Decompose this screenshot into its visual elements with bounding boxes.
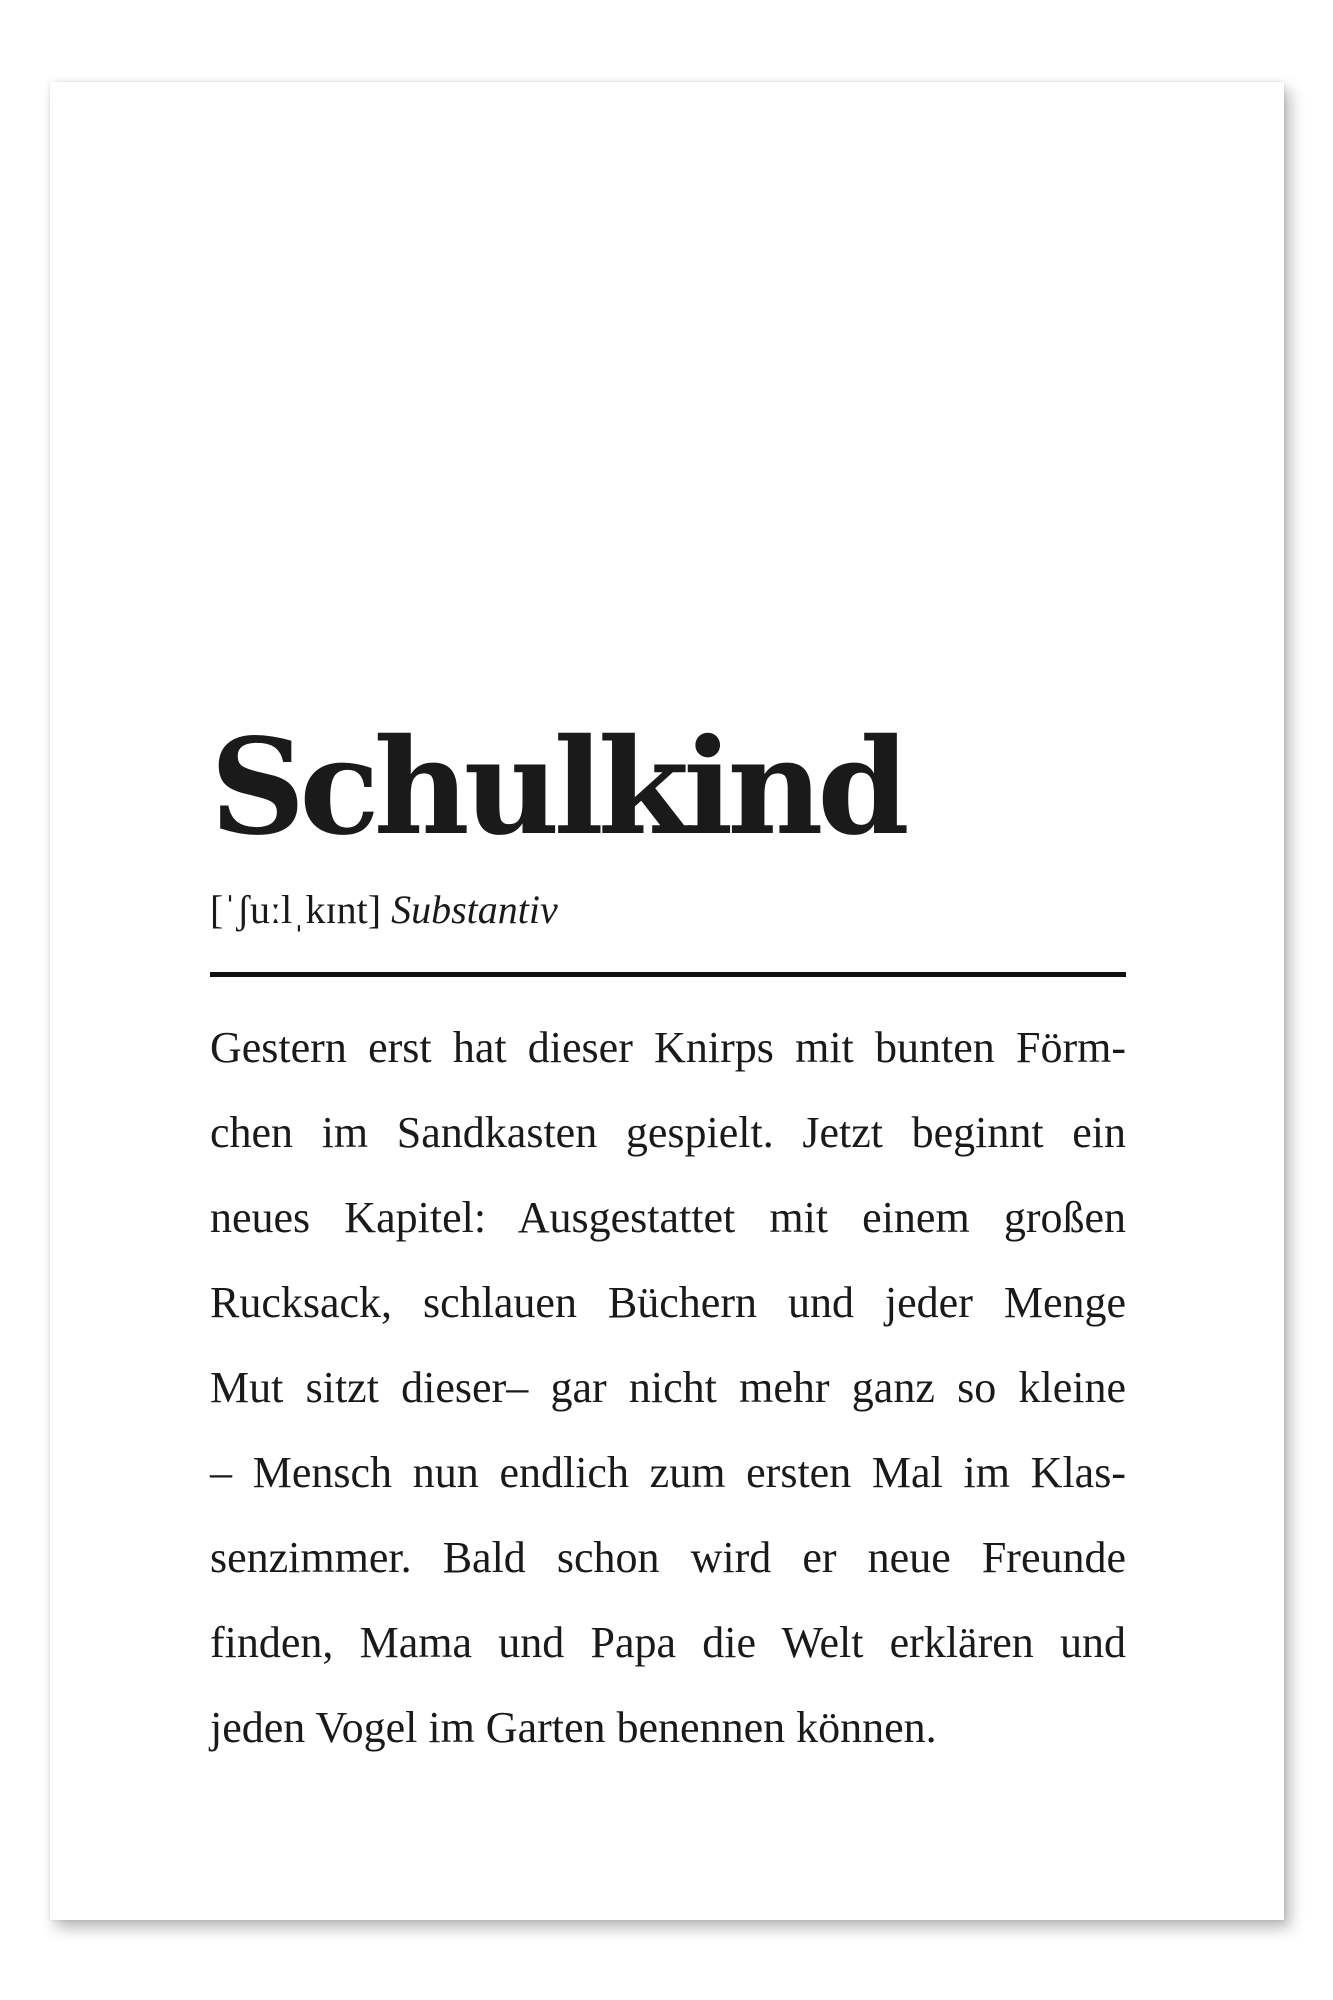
definition-line: Rucksack, schlauen Büchern und jeder Menge xyxy=(210,1278,1126,1327)
poster-sheet xyxy=(50,82,1284,1920)
definition-line: Gestern erst hat dieser Knirps mit bunten Förm- xyxy=(210,1023,1126,1072)
definition-line: chen im Sandkasten gespielt. Jetzt beginnt ein xyxy=(210,1108,1126,1157)
part-of-speech: Substantiv xyxy=(391,887,558,932)
headword: Schulkind xyxy=(210,710,904,865)
definition-line: senzimmer. Bald schon wird er neue Freunde xyxy=(210,1533,1126,1582)
definition-line: finden, Mama und Papa die Welt erklären und xyxy=(210,1618,1126,1667)
definition-line: neues Kapitel: Ausgestattet mit einem großen xyxy=(210,1193,1126,1242)
divider-rule xyxy=(210,972,1126,977)
definition-line: Mut sitzt dieser– gar nicht mehr ganz so kleine xyxy=(210,1363,1126,1412)
definition-line: – Mensch nun endlich zum ersten Mal im Klas- xyxy=(210,1448,1126,1497)
pronunciation-line xyxy=(210,887,1126,932)
definition-text xyxy=(210,1005,1126,1770)
definition-entry xyxy=(210,710,1126,1770)
pronunciation: [ˈʃuːlˌkɪnt] xyxy=(210,887,382,932)
definition-line: jeden Vogel im Garten benennen können. xyxy=(210,1703,937,1752)
